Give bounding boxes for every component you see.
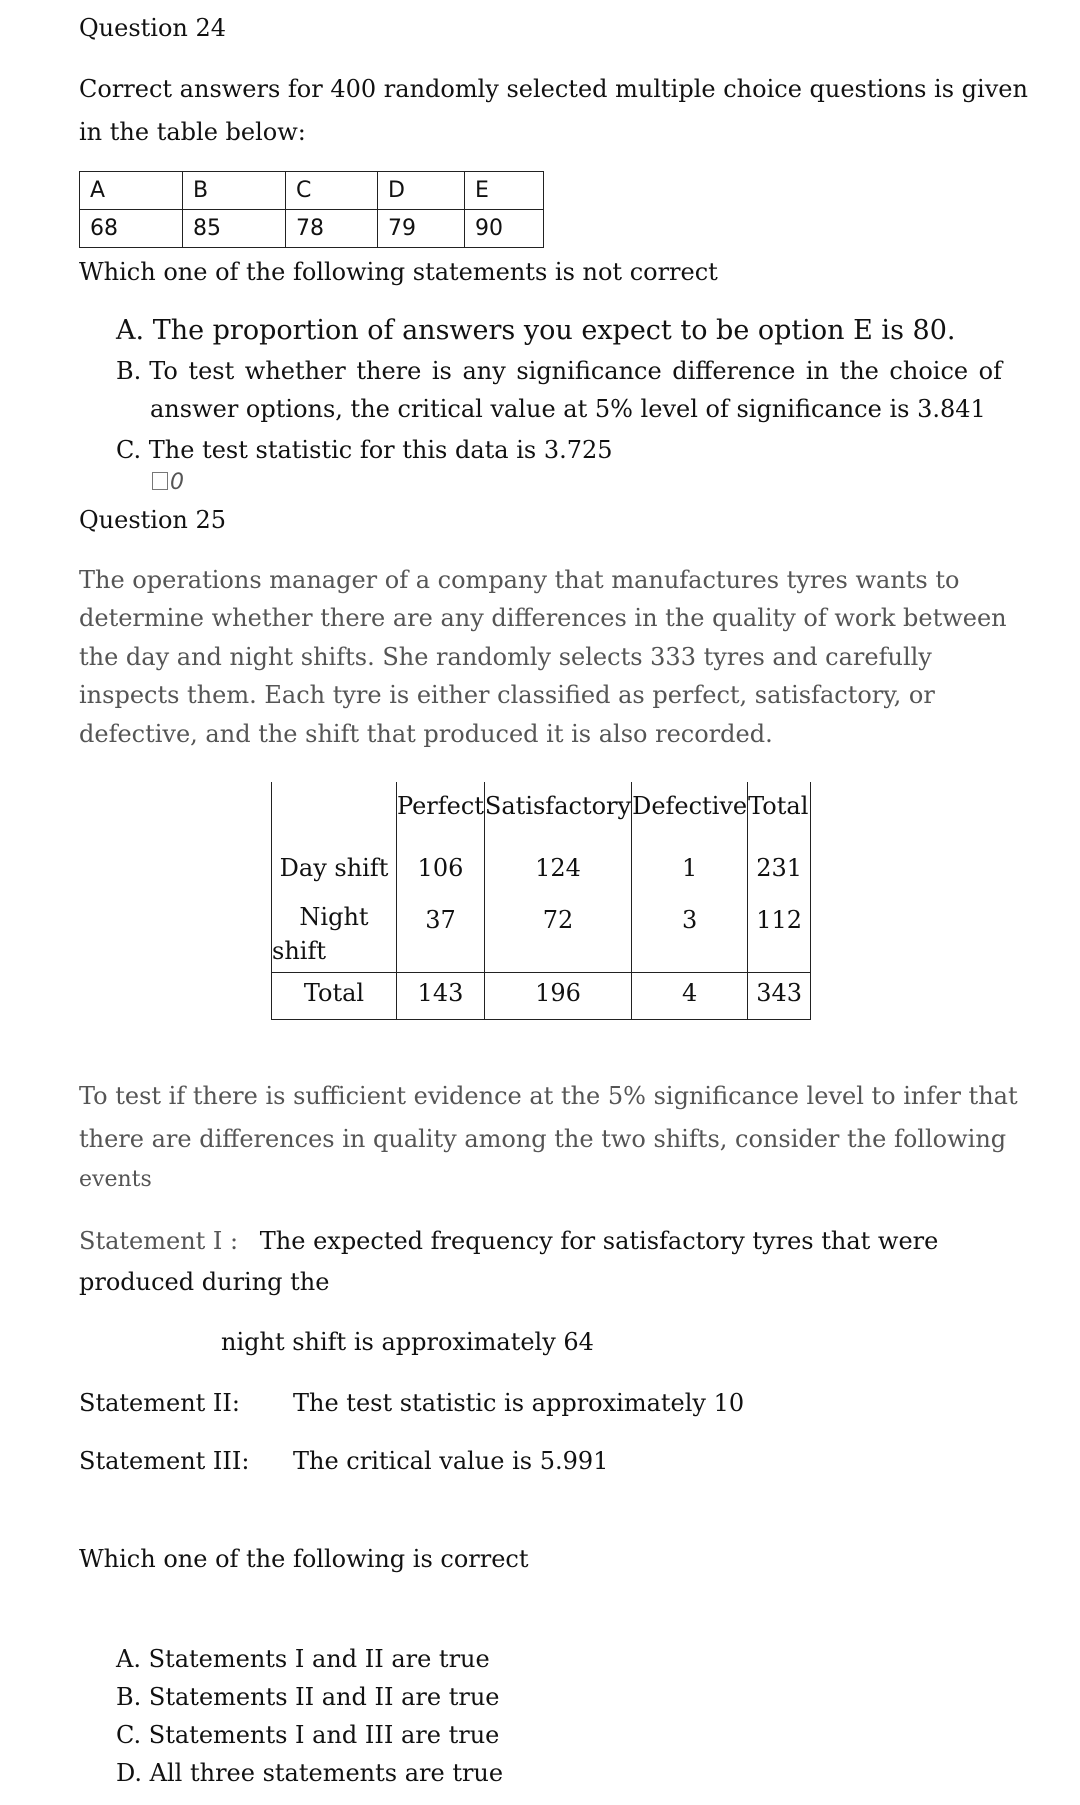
q25-total-satisfactory: 196 (484, 973, 631, 1020)
q25-statement1 (79, 1227, 938, 1255)
q25-intro-line3: the day and night shifts. She randomly selects 333 tyres and carefully (79, 643, 932, 671)
q25-total-defective: 4 (632, 973, 748, 1020)
q25-option-d[interactable] (116, 1754, 503, 1792)
q25-header-total: Total (748, 782, 811, 846)
q24-title: Question 24 (79, 14, 227, 42)
q24-option-b-text-line2: answer options, the critical value at 5% level of significance is 3.841 (150, 395, 986, 423)
q25-total-perfect: 143 (397, 973, 485, 1020)
q24-intro-line1: Correct answers for 400 randomly selected multiple choice questions is given (79, 75, 1028, 103)
q25-row-total-label: Total (272, 973, 397, 1020)
q25-day-perfect: 106 (397, 846, 485, 896)
q25-option-b[interactable] (116, 1678, 499, 1716)
q25-header-perfect: Perfect (397, 782, 485, 846)
q25-row-night-label-line1: Night (299, 903, 369, 931)
q24-header-c: C (286, 172, 378, 210)
q25-test-line3: events (79, 1167, 152, 1192)
q25-header-row (272, 782, 811, 846)
q24-score-status (152, 470, 184, 495)
q24-value-b: 85 (183, 210, 286, 248)
q24-table-header-row (80, 172, 544, 210)
q24-option-b-letter: B. (116, 357, 142, 385)
q25-night-defective: 3 (632, 896, 748, 973)
q25-statement1-text-line3: night shift is approximately 64 (221, 1328, 594, 1356)
q24-option-c[interactable] (116, 436, 613, 464)
q24-header-d: D (378, 172, 465, 210)
q25-day-defective: 1 (632, 846, 748, 896)
q24-table-value-row (80, 210, 544, 248)
q24-value-c: 78 (286, 210, 378, 248)
q24-option-c-text: The test statistic for this data is 3.725 (148, 436, 613, 464)
q25-night-perfect: 37 (397, 896, 485, 973)
q25-option-c-text: Statements I and III are true (148, 1721, 500, 1749)
q25-option-a-text: Statements I and II are true (148, 1645, 490, 1673)
q25-intro-line2: determine whether there are any differences in the quality of work between (79, 604, 1007, 632)
table-row (272, 973, 811, 1020)
q25-option-b-text: Statements II and II are true (148, 1683, 500, 1711)
table-row (272, 896, 811, 973)
q25-option-c[interactable] (116, 1716, 499, 1754)
q24-value-d: 79 (378, 210, 465, 248)
q24-answer-table (79, 171, 544, 248)
q25-row-night-label (272, 896, 397, 973)
q25-test-line2: there are differences in quality among the two shifts, consider the following (79, 1125, 1007, 1153)
q24-header-e: E (465, 172, 544, 210)
q25-grand-total: 343 (748, 973, 811, 1020)
q24-option-a-letter: A. (116, 315, 145, 346)
q24-intro-line2: in the table below: (79, 118, 306, 146)
table-row (272, 846, 811, 896)
q25-option-d-letter: D. (116, 1759, 143, 1787)
q25-header-satisfactory: Satisfactory (484, 782, 631, 846)
q25-statement3-text: The critical value is 5.991 (293, 1447, 609, 1475)
q24-header-a: A (80, 172, 183, 210)
q25-intro-line5: defective, and the shift that produced it is also recorded. (79, 720, 773, 748)
q25-statement2-text: The test statistic is approximately 10 (293, 1389, 745, 1417)
q24-value-a: 68 (80, 210, 183, 248)
missing-glyph-icon (152, 472, 168, 490)
q25-option-a-letter: A. (116, 1645, 141, 1673)
q25-header-defective: Defective (632, 782, 748, 846)
q25-row-night-label-line2: shift (272, 937, 326, 965)
q24-score-value: 0 (170, 470, 184, 495)
q24-option-a-text: The proportion of answers you expect to be option E is 80. (152, 315, 956, 346)
q24-prompt: Which one of the following statements is not correct (79, 258, 718, 286)
q25-title: Question 25 (79, 506, 227, 534)
q24-option-a[interactable] (116, 315, 955, 346)
q25-test-line1: To test if there is sufficient evidence at the 5% significance level to infer that (79, 1082, 1018, 1110)
q25-night-total: 112 (748, 896, 811, 973)
q25-day-satisfactory: 124 (484, 846, 631, 896)
q25-statement2-label: Statement II: (79, 1389, 240, 1417)
q25-option-c-letter: C. (116, 1721, 142, 1749)
q24-option-c-letter: C. (116, 436, 142, 464)
q25-statement3-label: Statement III: (79, 1447, 250, 1475)
q25-contingency-table (271, 782, 811, 1020)
q25-intro-line4: inspects them. Each tyre is either classified as perfect, satisfactory, or (79, 681, 935, 709)
q25-night-satisfactory: 72 (484, 896, 631, 973)
q25-option-d-text: All three statements are true (149, 1759, 504, 1787)
q25-statement1-text-line1: The expected frequency for satisfactory tyres that were (259, 1227, 939, 1255)
q25-row-day-label: Day shift (272, 846, 397, 896)
q24-option-b-text-line1: To test whether there is any significance difference in the choice of (149, 357, 1002, 385)
q25-option-b-letter: B. (116, 1683, 142, 1711)
q24-value-e: 90 (465, 210, 544, 248)
q25-prompt: Which one of the following is correct (79, 1545, 529, 1573)
q25-option-a[interactable] (116, 1640, 490, 1678)
q25-intro-line1: The operations manager of a company that manufactures tyres wants to (79, 566, 960, 594)
q25-statement1-label: Statement I : (79, 1227, 239, 1255)
q25-statement1-text-line2: produced during the (79, 1268, 330, 1296)
q24-option-b[interactable] (116, 357, 1002, 423)
q24-header-b: B (183, 172, 286, 210)
q25-day-total: 231 (748, 846, 811, 896)
